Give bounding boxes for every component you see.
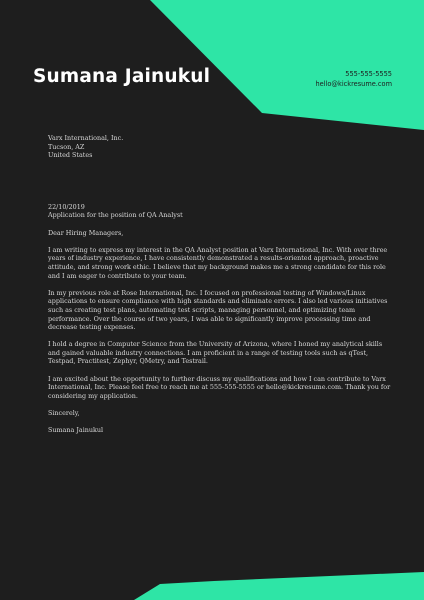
recipient-company: Varx International, Inc. [48,134,124,142]
letter-paragraph: I am excited about the opportunity to further discuss my qualifications and how I can contribute to Varx International, Inc. Please feel free to reach me at 555-555-5555 or hello@kickresume.com. Thank you for considering my application. [48,374,391,400]
header-accent-shape [150,0,424,130]
letter-paragraph: I am writing to express my interest in the QA Analyst position at Varx International, Inc. With over three years of industry experience, I have consistently demonstrated a results-oriented approach, proactive attitude, and strong work ethic. I believe that my background makes me a strong candidate for this role and I am eager to contribute to your team. [48,245,388,280]
letter-body [48,134,392,435]
letter-greeting: Dear Hiring Managers, [48,228,124,237]
contact-block [315,69,392,89]
sender-email: hello@kickresume.com [315,80,392,88]
letter-paragraph: I hold a degree in Computer Science from the University of Arizona, where I honed my analytical skills and gained valuable industry connections. I am proficient in a range of testing tools such as qTest, Testpad, Practitest, Zephyr, QMetry, and Testrail. [48,340,383,366]
recipient-country: United States [48,151,93,160]
sender-phone: 555-555-5555 [345,70,392,78]
sender-name: Sumana Jainukul [33,66,211,87]
letter-paragraph: In my previous role at Rose International, Inc. I focused on professional testing of Windows/Linux applications to ensure compliance with high standards and eliminate errors. I also led various initiatives such as creating test plans, automating test scripts, managing personnel, and optimizing team performance. Over the course of two years, I was able to significantly improve processing time and decrease testing expenses. [48,288,388,332]
letter-subject: Application for the position of QA Analyst [48,211,183,220]
letter-signature: Sumana Jainukul [48,426,104,435]
recipient-city: Tucson, AZ [48,142,85,151]
letter-date: 22/10/2019 [48,202,85,211]
letter-closing: Sincerely, [48,409,80,418]
footer-accent-shape [134,572,424,600]
